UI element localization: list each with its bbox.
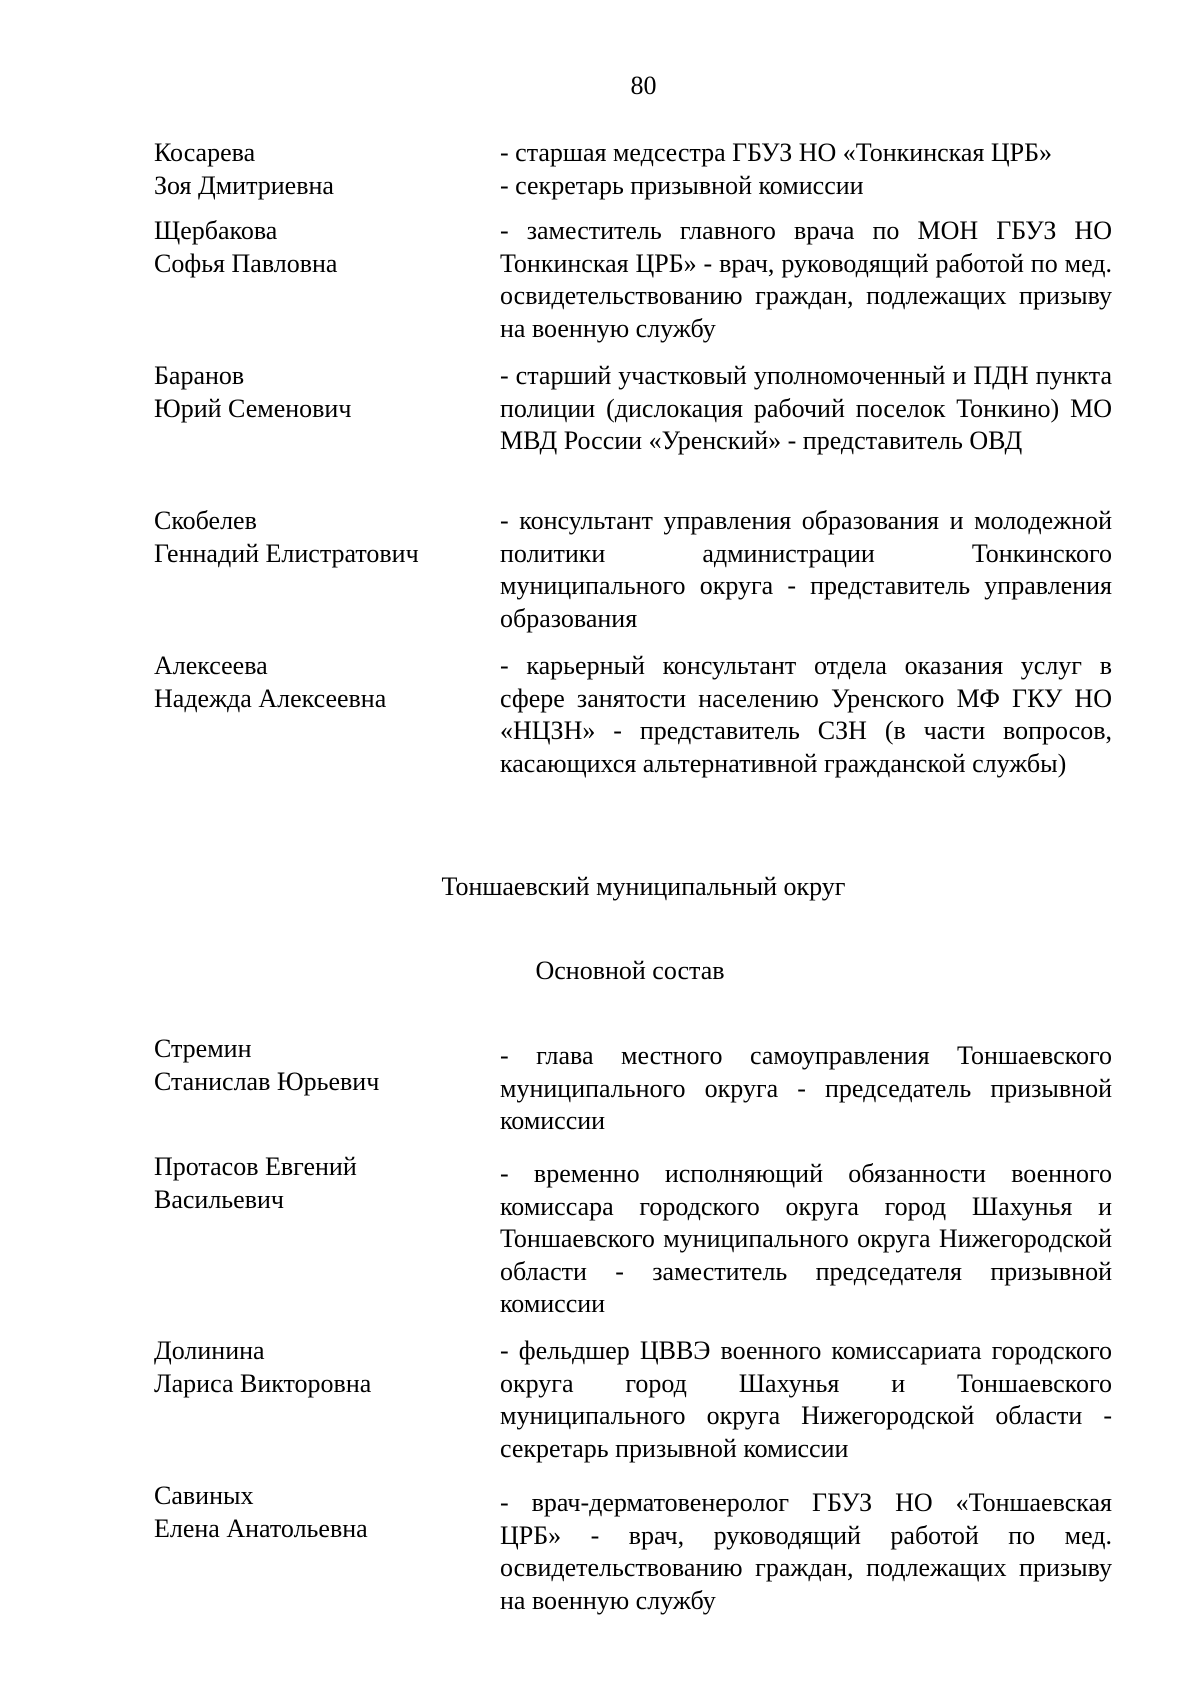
member-name <box>154 137 484 202</box>
member-role-text: - карьерный консультант отдела оказания услуг в сфере занятости населению Уренского МФ ГКУ НО «НЦЗН» - представитель СЗН (в части вопросов, касающихся альтернативной гражданской службы) <box>500 651 1112 778</box>
member-role <box>500 215 1112 345</box>
member-role <box>500 650 1112 780</box>
member-role-text: - временно исполняющий обязанности военного комиссара городского округа город Шахунья и Тоншаевского муниципального округа Нижегородской области - заместитель председателя призывной комиссии <box>500 1159 1112 1318</box>
member-given-names: Геннадий Елистратович <box>154 538 419 568</box>
member-surname: Савиных <box>154 1481 254 1510</box>
member-role <box>500 1040 1112 1138</box>
member-role-text: - заместитель главного врача по МОН ГБУЗ НО Тонкинская ЦРБ» - врач, руководящий работой по мед. освидетельствованию граждан, подлежащих призыву на военную службу <box>500 216 1112 343</box>
member-surname: Скобелев <box>154 506 257 535</box>
district-heading: Тоншаевский муниципальный округ <box>441 872 846 901</box>
member-given-names: Зоя Дмитриевна <box>154 170 334 200</box>
member-name <box>154 1480 484 1545</box>
member-surname: Стремин <box>154 1034 252 1063</box>
member-name <box>154 1335 484 1400</box>
member-given-names: Васильевич <box>154 1184 284 1214</box>
member-name <box>154 505 484 570</box>
member-surname: Алексеева <box>154 651 268 680</box>
member-name <box>154 360 484 425</box>
composition-heading: Основной состав <box>535 956 725 985</box>
member-surname: Баранов <box>154 361 245 390</box>
member-given-names: Надежда Алексеевна <box>154 683 387 713</box>
member-role-line: - старшая медсестра ГБУЗ НО «Тонкинская ЦРБ» <box>500 138 1053 167</box>
member-role <box>500 360 1112 458</box>
member-given-names: Софья Павловна <box>154 248 338 278</box>
member-role-line: - секретарь призывной комиссии <box>500 170 864 200</box>
member-role-text: - врач-дерматовенеролог ГБУЗ НО «Тоншаевская ЦРБ» - врач, руководящий работой по мед. освидетельствованию граждан, подлежащих призыву на военную службу <box>500 1488 1112 1615</box>
member-name <box>154 1033 484 1098</box>
member-surname: Косарева <box>154 138 256 167</box>
member-surname: Протасов Евгений <box>154 1152 357 1181</box>
member-given-names: Елена Анатольевна <box>154 1513 368 1543</box>
member-role <box>500 505 1112 635</box>
member-given-names: Станислав Юрьевич <box>154 1066 380 1096</box>
member-role <box>500 1487 1112 1617</box>
member-name <box>154 1151 484 1216</box>
member-role <box>500 137 1112 202</box>
member-role-text: - глава местного самоуправления Тоншаевского муниципального округа - председатель призывной комиссии <box>500 1041 1112 1135</box>
page-number: 80 <box>630 71 657 100</box>
member-role-text: - старший участковый уполномоченный и ПДН пункта полиции (дислокация рабочий поселок Тонкино) МО МВД России «Уренский» - представитель ОВД <box>500 361 1112 455</box>
member-given-names: Юрий Семенович <box>154 393 352 423</box>
member-name <box>154 215 484 280</box>
member-surname: Долинина <box>154 1336 265 1365</box>
member-name <box>154 650 484 715</box>
member-role-text: - фельдшер ЦВВЭ военного комиссариата городского округа город Шахунья и Тоншаевского муниципального округа Нижегородской области - секретарь призывной комиссии <box>500 1336 1112 1463</box>
member-role-text: - консультант управления образования и молодежной политики администрации Тонкинского муниципального округа - представитель управления образования <box>500 506 1112 633</box>
member-given-names: Лариса Викторовна <box>154 1368 372 1398</box>
member-role <box>500 1335 1112 1465</box>
member-surname: Щербакова <box>154 216 278 245</box>
member-role <box>500 1158 1112 1321</box>
